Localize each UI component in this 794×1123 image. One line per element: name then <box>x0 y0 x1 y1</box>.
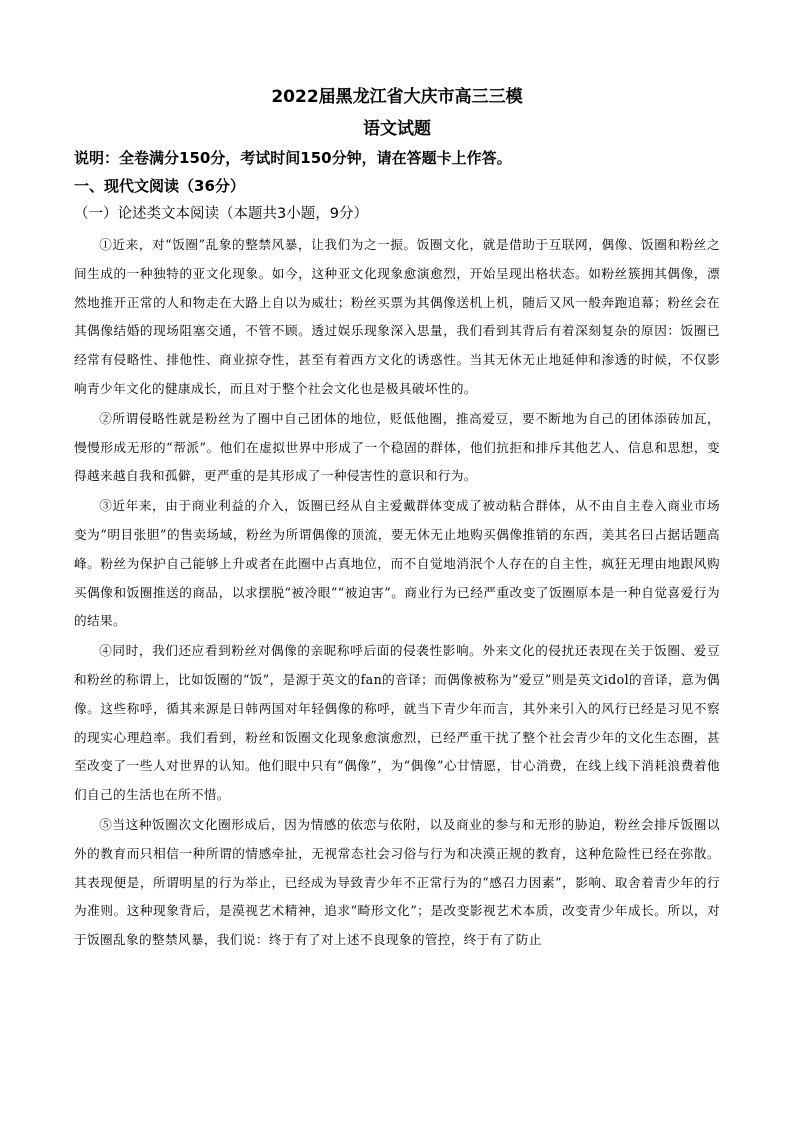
exam-instructions: 说明：全卷满分150分，考试时间150分钟，请在答题卡上作答。 <box>74 149 512 167</box>
paragraph-4: ④同时，我们还应看到粉丝对偶像的亲昵称呼后面的侵袭性影响。外来文化的侵扰还表现在关于饭圈、爱豆和粉丝的称谓上，比如饭圈的“饭”，是源于英文的fan的音译；而偶像被称为“爱豆”则是英文idol的音译，意为偶像。这些称呼，循其来源是日韩两国对年轻偶像的称呼，就当下青少年而言，其外来引入的风行已经是习见不察的现实心理趋率。我们看到，粉丝和饭圈文化现象愈演愈烈，已经严重干扰了整个社会青少年的文化生态圈，甚至改变了一些人对世界的认知。他们眼中只有“偶像”，为“偶像”心甘情愿，甘心消费，在线上线下消耗浪费着他们自己的生活也在所不惜。 <box>74 643 720 803</box>
paragraph-5: ⑤当这种饭圈次文化圈形成后，因为情感的依恋与依附，以及商业的参与和无形的胁迫，粉丝会排斥饭圈以外的教育而只相信一种所谓的情感牵扯，无视常态社会习俗与行为和决漠正规的教育，这种危险性已经在弥散。其表现便是，所谓明星的行为举止，已经成为导致青少年不正常行为的“感召力因素”，影响、取舍着青少年的行为准则。这种现象背后，是漠视艺术精神，追求“畸形文化”；是改变影视艺术本质，改变青少年成长。所以，对于饭圈乱象的整禁风暴，我们说：终于有了对上述不良现象的管控，终于有了防止 <box>74 816 720 948</box>
paragraph-2: ②所谓侵略性就是粉丝为了圈中自己团体的地位，贬低他圈，推高爱豆，要不断地为自己的团体添砖加瓦，慢慢形成无形的“帮派”。他们在虚拟世界中形成了一个稳固的群体，他们抗拒和排斥其他艺人、信息和思想，变得越来越自我和孤僻，更严重的是其形成了一种侵害性的意识和行为。 <box>74 410 720 484</box>
paragraph-3: ③近年来，由于商业利益的介入，饭圈已经从自主爱戴群体变成了被动粘合群体，从不由自主卷入商业市场变为“明目张胆”的售卖场域，粉丝为所谓偶像的顶流，要无休无止地购买偶像推销的东西，美其名曰占据话题高峰。粉丝为保护自己能够上升或者在此圈中占真地位，而不自觉地消泯个人存在的自主性，疯狂无理由地跟风购买偶像和饭圈推送的商品，以求摆脱“被冷眼”“被迫害”。商业行为已经严重改变了饭圈原本是一种自觉喜爱行为的结果。 <box>74 498 720 629</box>
section-heading: （一）论述类文本阅读（本题共3小题，9分） <box>74 206 368 222</box>
exam-subtitle: 语文试题 <box>363 119 431 139</box>
exam-title: 2022届黑龙江省大庆市高三三模 <box>271 87 523 107</box>
paragraph-1: ①近来，对“饭圈”乱象的整禁风暴，让我们为之一振。饭圈文化，就是借助于互联网，偶像、饭圈和粉丝之间生成的一种独特的亚文化现象。如今，这种亚文化现象愈演愈烈，开始呈现出格状态。如粉丝簇拥其偶像，漂然地推开正常的人和物走在大路上自以为威壮；粉丝买票为其偶像送机上机，随后又风一般奔跑追幕；粉丝会在其偶像结婚的现场阻塞交通，不管不顾。透过娱乐现象深入思量，我们看到其背后有着深刻复杂的原因：饭圈已经常有侵略性、排他性、商业掠夺性，甚至有着西方文化的诱惑性。当其无休无止地延伸和渗透的时候，不仅影响青少年文化的健康成长，而且对于整个社会文化也是极具破坏性的。 <box>74 237 720 396</box>
part-heading: 一、现代文阅读（36分） <box>74 177 245 195</box>
